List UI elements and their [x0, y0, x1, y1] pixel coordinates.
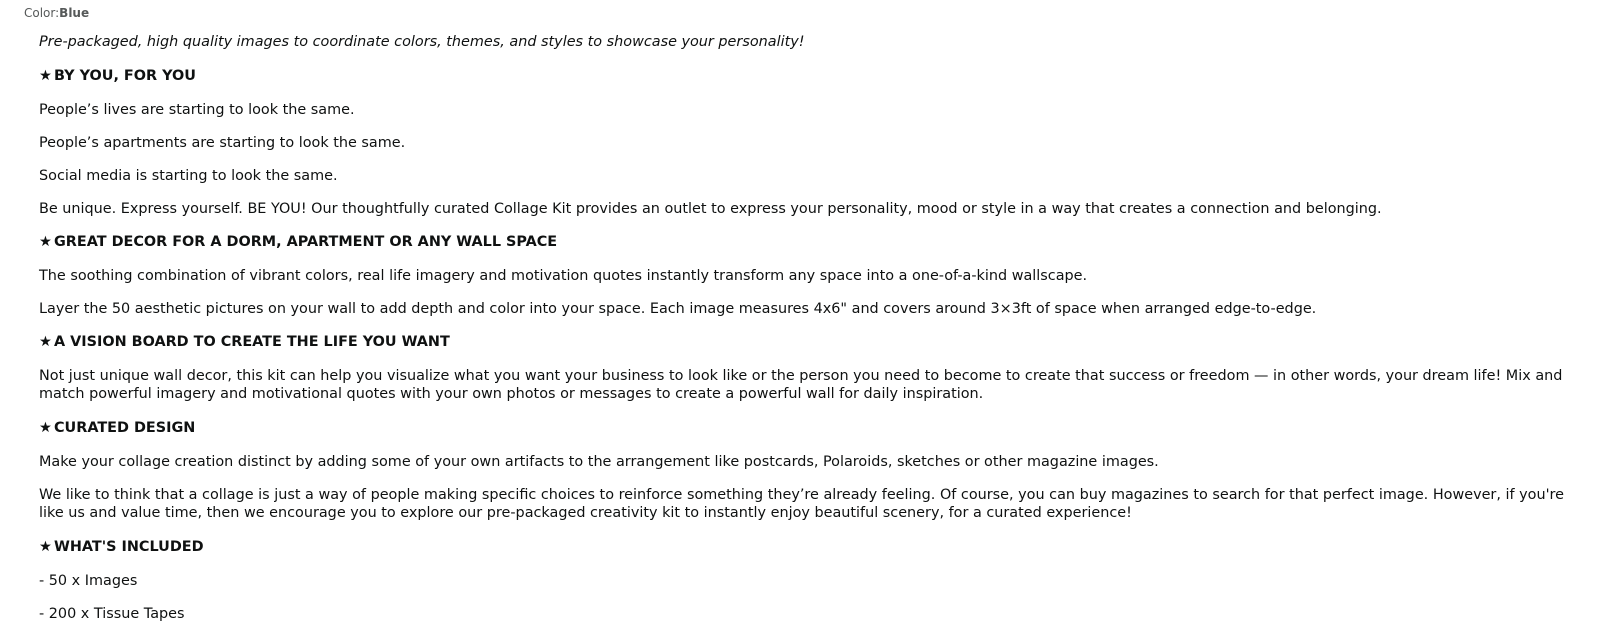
- section-heading: ★ A VISION BOARD TO CREATE THE LIFE YOU WANT: [39, 334, 450, 350]
- star-icon: ★: [39, 234, 52, 250]
- paragraph: Layer the 50 aesthetic pictures on your wall to add depth and color into your space. Each image measures 4x6" and covers around 3×3ft of space when arranged edge-to-edge.: [39, 301, 1317, 317]
- variation-value: Blue: [59, 6, 90, 20]
- paragraph: People’s apartments are starting to look the same.: [39, 135, 406, 151]
- paragraph: Be unique. Express yourself. BE YOU! Our thoughtfully curated Collage Kit provides an outlet to express your personality, mood or style in a way that creates a connection and belonging.: [39, 201, 1382, 217]
- section-heading: ★ CURATED DESIGN: [39, 420, 196, 436]
- star-icon: ★: [39, 420, 52, 436]
- paragraph: Make your collage creation distinct by adding some of your own artifacts to the arrangement like postcards, Polaroids, sketches or other magazine images.: [39, 454, 1159, 470]
- variation-label: Color:: [24, 6, 60, 20]
- list-item: - 50 x Images: [39, 573, 138, 589]
- paragraph: People’s lives are starting to look the same.: [39, 102, 355, 118]
- paragraph: The soothing combination of vibrant colors, real life imagery and motivation quotes instantly transform any space into a one-of-a-kind wallscape.: [39, 268, 1088, 284]
- product-description: [39, 33, 1579, 638]
- description-intro: Pre-packaged, high quality images to coordinate colors, themes, and styles to showcase your personality!: [39, 34, 805, 50]
- list-item: - 200 x Tissue Tapes: [39, 606, 185, 622]
- section-heading: ★ BY YOU, FOR YOU: [39, 68, 196, 84]
- paragraph: Social media is starting to look the same.: [39, 168, 338, 184]
- variation-color: [24, 5, 89, 21]
- paragraph: Not just unique wall decor, this kit can help you visualize what you want your business to look like or the person you need to become to create that success or freedom — in other words, your dream life! Mix and match powerful imagery and motivational quotes with your own photos or messages to create a powerful wall for daily inspiration.: [39, 368, 1563, 402]
- star-icon: ★: [39, 68, 52, 84]
- section-heading: ★ WHAT'S INCLUDED: [39, 539, 204, 555]
- star-icon: ★: [39, 334, 52, 350]
- star-icon: ★: [39, 539, 52, 555]
- section-heading: ★ GREAT DECOR FOR A DORM, APARTMENT OR ANY WALL SPACE: [39, 234, 558, 250]
- paragraph: We like to think that a collage is just a way of people making specific choices to reinforce something they’re already feeling. Of course, you can buy magazines to search for that perfect image. However, if you're like us and value time, then we encourage you to explore our pre-packaged creativity kit to instantly enjoy beautiful scenery, for a curated experience!: [39, 487, 1564, 521]
